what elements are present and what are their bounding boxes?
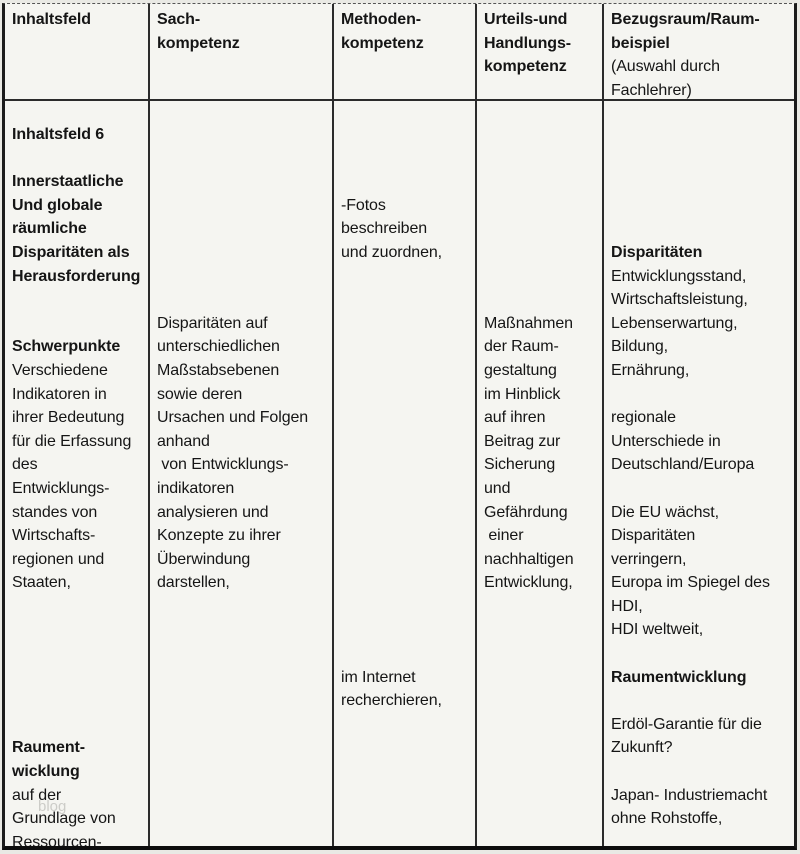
curriculum-table [2, 3, 797, 850]
text-line: beschreiben [341, 220, 428, 238]
text-line [12, 618, 146, 642]
text-line: Unterschiede in [611, 432, 721, 450]
text-line [157, 288, 330, 312]
cell-inhaltsfeld [5, 101, 150, 846]
text-line: Japan- Industriemacht [611, 786, 768, 804]
text-line: Raument- [12, 739, 85, 757]
text-line [484, 288, 600, 312]
text-line [611, 217, 792, 241]
text-line [611, 383, 792, 407]
text-line: sowie deren [157, 385, 243, 403]
text-line [611, 194, 792, 218]
text-line: Herausforderung [12, 267, 141, 285]
text-line [611, 760, 792, 784]
text-line [157, 194, 330, 218]
text-line [341, 595, 473, 619]
text-line: und zuordnen, [341, 243, 443, 261]
text-line: ohne Rohstoffe, [611, 810, 723, 828]
text-line: und [484, 479, 511, 497]
text-line [341, 359, 473, 383]
text-line [157, 123, 330, 147]
text-line [341, 312, 473, 336]
text-line: Schwerpunkte [12, 338, 121, 356]
text-line: Maßnahmen [484, 314, 573, 332]
text-line: analysieren und [157, 503, 269, 521]
text-line: anhand [157, 432, 210, 450]
text-line [484, 123, 600, 147]
text-line: Grundlage von [12, 810, 116, 828]
text-line: Bezugsraum/Raum- [611, 11, 760, 28]
text-line [157, 241, 330, 265]
text-line: HDI weltweit, [611, 621, 704, 639]
text-line: regionen und [12, 550, 105, 568]
text-line [12, 595, 146, 619]
text-line: Fachlehrer) [611, 81, 692, 99]
text-line: Methoden- [341, 11, 421, 28]
text-line: Zukunft? [611, 739, 673, 757]
text-line [611, 477, 792, 501]
text-line: Und globale [12, 196, 103, 214]
text-line: Die EU wächst, [611, 503, 719, 521]
text-line [341, 123, 473, 147]
text-line [12, 147, 146, 171]
text-line [484, 147, 600, 171]
text-line: Staaten, [12, 574, 71, 592]
text-line: verringern, [611, 550, 687, 568]
text-line: für die Erfassung [12, 432, 132, 450]
text-line: einer [484, 527, 524, 545]
text-line: Sicherung [484, 456, 556, 474]
text-line: HDI, [611, 597, 643, 615]
text-line: -Fotos [341, 196, 386, 214]
cell-methodenkompetenz [334, 101, 477, 846]
text-line: beispiel [611, 34, 670, 52]
text-line [341, 548, 473, 572]
text-line: der Raum- [484, 338, 559, 356]
text-line [157, 265, 330, 289]
text-line: (Auswahl durch [611, 58, 720, 76]
cell-urteils-handlungskompetenz [477, 101, 604, 846]
text-line [341, 430, 473, 454]
text-line: von Entwicklungs- [157, 456, 289, 474]
text-line: Indikatoren in [12, 385, 107, 403]
text-line [157, 217, 330, 241]
text-line: Urteils-und [484, 11, 568, 28]
text-line: Raumentwicklung [611, 668, 747, 686]
text-line: Wirtschafts- [12, 527, 96, 545]
text-line: Europa im Spiegel des [611, 574, 770, 592]
cell-sachkompetenz [150, 101, 334, 846]
text-line: ihrer Bedeutung [12, 409, 125, 427]
text-line [611, 170, 792, 194]
text-line: recherchieren, [341, 692, 442, 710]
text-line [611, 147, 792, 171]
table-body-row [5, 101, 794, 846]
text-line [341, 477, 473, 501]
text-line [484, 265, 600, 289]
text-line: Ernährung, [611, 361, 690, 379]
text-line: wicklung [12, 763, 80, 781]
text-line [157, 147, 330, 171]
header-urteils-handlungskompetenz [477, 4, 604, 99]
text-line: kompetenz [484, 58, 567, 76]
text-line: kompetenz [157, 34, 240, 52]
text-line: auf ihren [484, 409, 546, 427]
text-line [341, 524, 473, 548]
text-line: im Hinblick [484, 385, 561, 403]
text-line: Inhaltsfeld [12, 11, 91, 28]
text-line: Disparitäten auf [157, 314, 268, 332]
text-line: räumliche [12, 220, 87, 238]
text-line [12, 642, 146, 666]
text-line: Innerstaatliche [12, 173, 124, 191]
text-line [341, 170, 473, 194]
text-line [341, 406, 473, 430]
text-line: Beitrag zur [484, 432, 561, 450]
text-line [12, 312, 146, 336]
text-line: des [12, 456, 38, 474]
text-line: Disparitäten als [12, 243, 130, 261]
text-line [12, 713, 146, 737]
text-line [611, 642, 792, 666]
text-line: Entwicklung, [484, 574, 573, 592]
text-line [341, 335, 473, 359]
text-line [12, 288, 146, 312]
text-line [341, 501, 473, 525]
text-line [12, 689, 146, 713]
header-methodenkompetenz [334, 4, 477, 99]
text-line [484, 170, 600, 194]
header-inhaltsfeld [5, 4, 150, 99]
text-line: gestaltung [484, 361, 557, 379]
text-line [484, 217, 600, 241]
text-line: Deutschland/Europa [611, 456, 755, 474]
text-line: unterschiedlichen [157, 338, 280, 356]
text-line: Erdöl-Garantie für die [611, 715, 762, 733]
text-line: standes von [12, 503, 98, 521]
text-line: Überwindung [157, 550, 251, 568]
text-line: Ressourcen- [12, 833, 102, 846]
text-line [341, 453, 473, 477]
text-line: Wirtschaftsleistung, [611, 291, 748, 309]
text-line [341, 618, 473, 642]
table-header-row [5, 4, 794, 101]
text-line: kompetenz [341, 34, 424, 52]
text-line: darstellen, [157, 574, 230, 592]
text-line [611, 123, 792, 147]
text-line [484, 241, 600, 265]
text-line: Inhaltsfeld 6 [12, 126, 105, 143]
text-line: im Internet [341, 668, 416, 686]
text-line [484, 194, 600, 218]
text-line: Maßstabsebenen [157, 361, 280, 379]
text-line: Disparitäten [611, 243, 703, 261]
text-line: Konzepte zu ihrer [157, 527, 281, 545]
text-line: Ursachen und Folgen [157, 409, 309, 427]
text-line: auf der [12, 786, 62, 804]
text-line: Gefährdung [484, 503, 568, 521]
text-line: Handlungs- [484, 34, 571, 52]
text-line: Lebenserwartung, [611, 314, 738, 332]
header-bezugsraum [604, 4, 794, 99]
text-line: Entwicklungsstand, [611, 267, 747, 285]
text-line [341, 642, 473, 666]
text-line [611, 689, 792, 713]
watermark-text: blog [38, 798, 67, 815]
header-sachkompetenz [150, 4, 334, 99]
text-line: nachhaltigen [484, 550, 574, 568]
text-line [157, 170, 330, 194]
text-line: indikatoren [157, 479, 235, 497]
text-line [341, 571, 473, 595]
text-line [12, 666, 146, 690]
text-line [341, 288, 473, 312]
text-line: Disparitäten [611, 527, 696, 545]
text-line: Bildung, [611, 338, 669, 356]
text-line: Sach- [157, 11, 201, 28]
text-line: regionale [611, 409, 676, 427]
text-line [341, 383, 473, 407]
text-line [341, 147, 473, 171]
cell-bezugsraum [604, 101, 794, 846]
text-line: Verschiedene [12, 361, 108, 379]
text-line [341, 265, 473, 289]
text-line: Entwicklungs- [12, 479, 110, 497]
